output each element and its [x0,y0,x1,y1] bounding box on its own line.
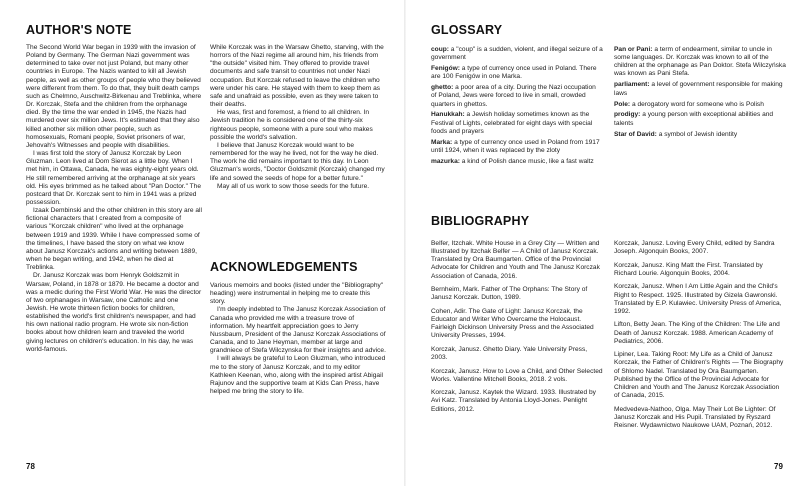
glossary-term: parliament: [614,81,650,89]
glossary-term: Pole: [614,100,631,108]
glossary-entry [431,84,603,108]
glossary-definition: a "coup" is a sudden, violent, and illegal seizure of a government [431,46,603,62]
glossary-term: prodigy: [614,111,641,119]
glossary-term: Pan or Pani: [614,46,653,53]
bibliography-entry: Korczak, Janusz. Ghetto Diary. Yale University Press, 2003. [431,345,588,362]
glossary-definition: a Jewish holiday sometimes known as the Festival of Lights, celebrated for eight days with special foods and prayers [431,111,593,135]
glossary-definition: a kind of Polish dance music, like a fast waltz [459,157,594,165]
glossary-entry [431,46,603,62]
bibliography-col-2 [614,240,786,435]
bibliography-entry: Korczak, Janusz. When I Am Little Again and the Child's Right to Respect. 1925. Illustrated by Gizela Gawronski. Translated by E.P. Kulawiec. University Press of America, 1992. [614,283,782,315]
paragraph: Dr. Janusz Korczak was born Henryk Goldszmit in Warsaw, Poland, in 1878 or 1879. He became a doctor and was a medic during the First World War. He was the director of two orphanages in Warsaw, one Catholic and one Jewish. He wrote thirteen fiction books for children, established the world's first children's newspaper, and had his own national radio program. He wrote six non-fiction books about how children learn and traveled the world giving lectures on children's education. In his day, he was world-famous. [26,272,202,353]
glossary-col-2 [614,46,786,142]
glossary-entry [614,131,786,139]
glossary-definition: a symbol of Jewish identity [656,130,738,138]
page-number: 79 [774,462,783,471]
glossary-term: Hanukkah: [431,111,465,119]
acknowledgements-text [210,282,386,396]
paragraph: I'm deeply indebted to The Janusz Korczak Association of Canada who provided me with a treasure trove of information. My heartfelt appreciation goes to Jerry Nussbaum, President of the Janusz Korczak Associations of Canada, and to Jane Heyman, member at large and grandniece of Stefa Wilczynska for their insights and advice. [210,306,386,355]
right-page [405,0,810,486]
glossary-entry [431,111,603,135]
bibliography-entry: Korczak, Janusz. Loving Every Child, edited by Sandra Joseph. Algonquin Books, 2007. [614,240,775,256]
bibliography-entry: Lifton, Betty Jean. The King of the Children: The Life and Death of Janusz Korczak. 1988. American Academy of Pediatrics, 2006. [614,321,780,345]
glossary-definition: a type of currency once used in Poland. There are 100 Fenigów in one Marka. [431,65,597,81]
glossary-definition: a term of endearment, similar to uncle in some languages. Dr. Korczak was known to all of the children at the orphanage as Pan Doktor. Stefa Wilczyńska was known as Pani Stefa. [614,46,786,78]
paragraph: While Korczak was in the Warsaw Ghetto, starving, with the horrors of the Nazi regime all around him, his friends from "the outside" visited him. They offered to provide travel documents and safe transit to countries not under Nazi occupation. But Korczak refused to leave the children who were under his care. He stayed with them to keep them as safe and unafraid as possible, even as they were taken to their deaths. [210,44,384,109]
authors-note-heading: AUTHOR'S NOTE [26,23,132,37]
paragraph: May all of us work to sow those seeds for the future. [217,182,370,190]
glossary-entry [431,65,603,81]
acknowledgements-heading: ACKNOWLEDGEMENTS [210,260,358,274]
glossary-definition: a young person with exceptional abilities and talents [614,111,774,127]
bibliography-entry: Korczak, Janusz. Kaytek the Wizard. 1933. Illustrated by Avi Katz. Translated by Antonia Lloyd-Jones. Penlight Editions, 2012. [431,389,596,413]
paragraph: I believe that Janusz Korczak would want to be remembered for the way he lived, not for the way he died. The work he did remains important to this day. In Leon Gluzman's words, "Doctor Goldszmit (Korczak) changed my life and sowed the seeds of hope for a better future." [210,141,385,182]
bibliography-entry: Korczak, Janusz. King Matt the First. Translated by Richard Lourie. Algonquin Books, 2004. [614,261,763,277]
glossary-entry [614,81,786,97]
bibliography-entry: Bernheim, Mark. Father of The Orphans: The Story of Janusz Korczak. Dutton, 1989. [431,286,588,302]
bibliography-heading: BIBLIOGRAPHY [431,214,530,228]
glossary-term: ghetto: [431,84,454,92]
paragraph: I will always be grateful to Leon Gluzman, who introduced me to the story of Janusz Korczak, and to my editor Kathleen Keenan, who, along with the inspired artist Abigail Rajunov and the supportive team at Kids Can Press, have helped me bring the story to life. [210,355,386,396]
glossary-term: mazurka: [431,157,460,165]
paragraph: Izaak Dembinski and the other children in this story are all fictional characters that I created from a composite of various "Korczak children" who lived at the orphanage between 1919 and 1939. While I have compressed some of the timelines, I have based the story on what we know about Janusz Korczak's actions and writing between 1889, when he began writing, and 1942, when he died at Treblinka. [26,207,202,272]
authors-note-col-2 [210,44,386,191]
paragraph: He was, first and foremost, a friend to all children. In Jewish tradition he is considered one of the thirty-six righteous people, someone with a pure soul who makes possible the world's salvation. [210,109,373,141]
bibliography-entry: Korczak, Janusz. How to Love a Child, and Other Selected Works. Vallentine Mitchell Books, 2018. 2 vols. [431,367,603,383]
glossary-definition: a derogatory word for someone who is Polish [630,100,764,108]
paragraph: Various memoirs and books (listed under the "Bibliography" heading) were instrumental in helping me to create this story. [210,282,384,306]
glossary-definition: a type of currency once used in Poland from 1917 until 1924, when it was replaced by the zloty [431,138,600,154]
page-number: 78 [26,462,35,471]
glossary-entry [431,158,603,166]
glossary-col-1 [431,46,603,169]
bibliography-entry: Lipiner, Lea. Taking Root: My Life as a Child of Janusz Korczak, the Father of Children's Rights — The Biography of Shlomo Nadel. Translated by Ora Baumgarten. Published by the Office of the Provincial Advocate for Children and Youth and The Janusz Korczak Association of Canada, 2015. [614,351,784,400]
glossary-definition: a level of government responsible for making laws [614,81,783,97]
bibliography-col-1 [431,240,603,419]
glossary-entry [614,46,786,79]
glossary-entry [614,101,786,109]
glossary-entry [614,111,786,127]
glossary-heading: GLOSSARY [431,23,503,37]
glossary-entry [431,139,603,155]
glossary-term: Fenigów: [431,65,460,73]
paragraph: The Second World War began in 1939 with the invasion of Poland by Germany. The German Nazi government was determined to take over not just Poland, but many other countries in Europe. The Nazis wanted to kill all Jewish people, as well as other groups of people who they believed were different from them. To do that, they built death camps such as Chelmno, Auschwitz-Birkenau and Treblinka, where Dr. Korczak, Stefa and the children from the orphanage died. By the time the war ended in 1945, the Nazis had murdered over six million Jews. It's estimated that they also killed another six million other people, such as homosexuals, Romani people, Soviet prisoners of war, Jehovah's Witnesses and people with disabilities. [26,44,202,149]
bibliography-entry: Belfer, Itzchak. White House in a Grey City — Written and Illustrated by Itzchak Belfer — A Child of Janusz Korczak. Translated by Ora Baumgarten. Office of the Provincial Advocate for Children and Youth and The Janusz Korczak Association of Canada, 2016. [431,240,600,280]
bibliography-entry: Cohen, Adir. The Gate of Light: Janusz Korczak, the Educator and Writer Who Overcame the Holocaust. Fairleigh Dickinson University Press and the Associated University Presses, 1994. [431,307,594,340]
bibliography-entry: Medvedeva-Nathoo, Olga. May Their Lot Be Lighter: Of Janusz Korczak and His Pupil. Translated by Ryszard Reisner. Wydawnictwo Naukowe UAM, Poznań, 2012. [614,405,776,429]
glossary-term: coup: [431,46,449,53]
glossary-definition: a poor area of a city. During the Nazi occupation of Poland, Jews were forced to live in small, crowded quarters in ghettos. [431,84,596,108]
authors-note-col-1 [26,44,202,354]
paragraph: I was first told the story of Janusz Korczak by Leon Gluzman. Leon lived at Dom Sierot as a little boy. When I met him, in Ottawa, Canada, he was eighty-eight years old. He still remembered arriving at the orphanage at six years old. His eyes brimmed as he talked about "Pan Doctor." The postcard that Dr. Korczak sent to him in 1941 was a prized possession. [26,150,201,206]
glossary-term: Marka: [431,138,453,146]
glossary-term: Star of David: [614,130,657,138]
